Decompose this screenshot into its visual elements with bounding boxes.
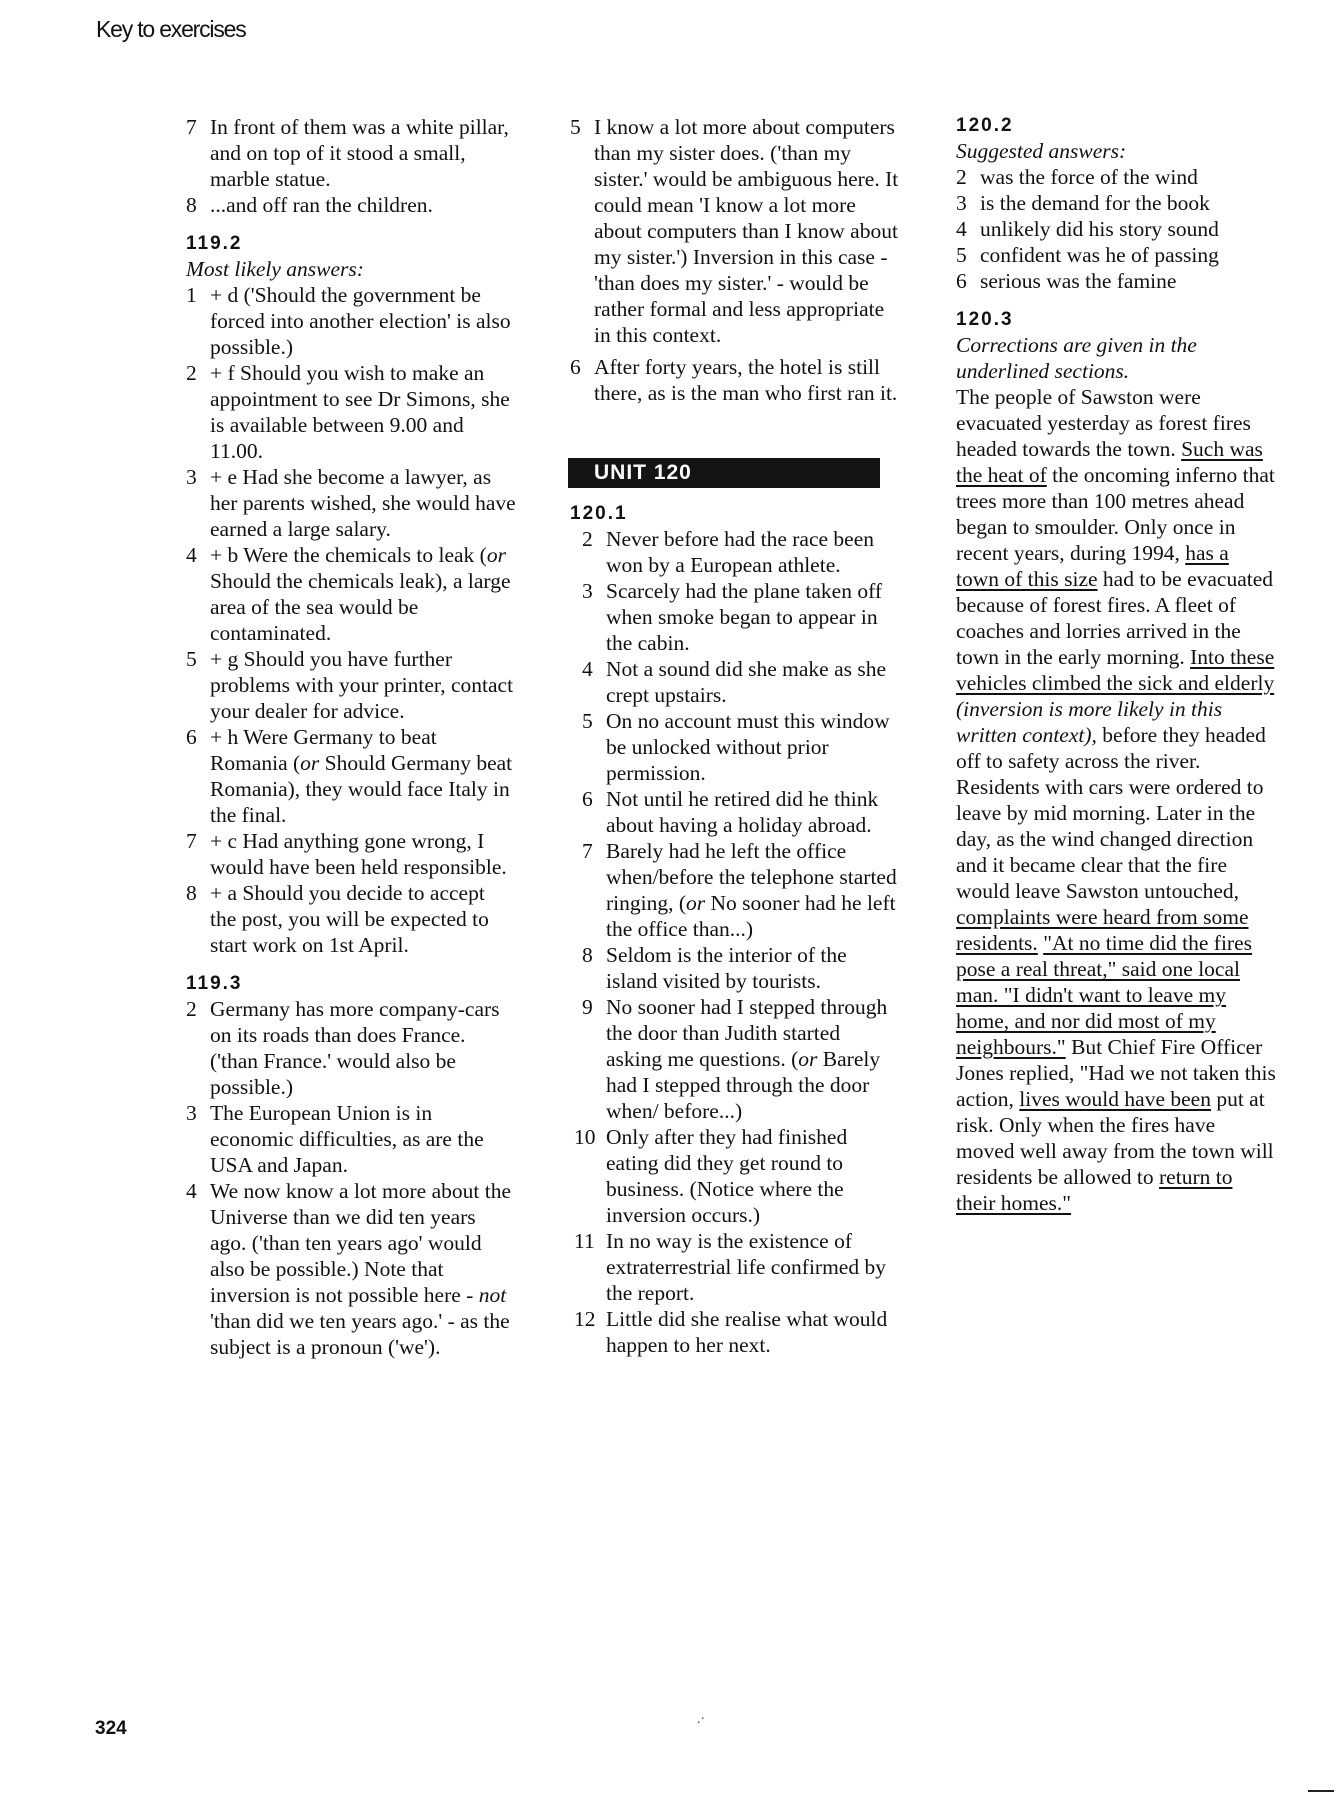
list-item: 2 Germany has more company-cars on its roads than does France. ('than France.' would also be possible.) xyxy=(186,997,500,1099)
page-number: 324 xyxy=(95,1718,127,1739)
list-item: 2 Never before had the race been won by a European athlete. xyxy=(582,527,874,577)
list-item: 2 + f Should you wish to make an appointment to see Dr Simons, she is available between 9.00 and 11.00. xyxy=(186,361,510,463)
list-119-2 xyxy=(186,282,516,958)
list-item: 8 ...and off ran the children. xyxy=(186,193,433,217)
list-item: 6 Not until he retired did he think about having a holiday abroad. xyxy=(582,787,879,837)
corrected-passage: The people of Sawston were evacuated yesterday as forest fires headed towards the town. Such was the heat of the oncoming inferno that trees more than 100 metres ahead began to smoulder. Only once in recent years, during 1994, has a town of this size had to be evacuated because of forest fires. A fleet of coaches and lorries arrived in the town in the early morning. Into these vehicles climbed the sick and elderly (inversion is more likely in this written context), before they headed off to safety across the river. Residents with cars were ordered to leave by mid morning. Later in the day, as the wind changed direction and it became clear that the fire would leave Sawston untouched, complaints were heard from some residents. "At no time did the fires pose a real threat," said one local man. "I didn't want to leave my home, and nor did most of my neighbours." But Chief Fire Officer Jones replied, "Had we not taken this action, lives would have been put at risk. Only when the fires have moved well away from the town will residents be allowed to return to their homes." xyxy=(956,385,1276,1215)
unit-banner: UNIT 120 xyxy=(568,458,880,488)
list-item: 6 serious was the famine xyxy=(956,269,1177,293)
list-item: 8 Seldom is the interior of the island visited by tourists. xyxy=(582,943,847,993)
list-item: 5 I know a lot more about computers than my sister does. ('than my sister.' would be ambiguous here. It could mean 'I know a lot more about computers than I know about my sister.') Inversion in this case - 'than does my sister.' - would be rather formal and less appropriate in this context. xyxy=(570,115,899,347)
section-instruction: Suggested answers: xyxy=(956,139,1127,163)
list-119-3-continued xyxy=(570,114,900,406)
list-item: 4 unlikely did his story sound xyxy=(956,217,1219,241)
list-item: 11 In no way is the existence of extraterrestrial life confirmed by the report. xyxy=(574,1229,886,1305)
list-item: 7 Barely had he left the office when/before the telephone started ringing, (or No sooner had he left the office than...) xyxy=(582,839,897,941)
list-item: 2 was the force of the wind xyxy=(956,165,1198,189)
stray-mark: .· xyxy=(697,1712,706,1727)
section-heading-120-2: 120.2 xyxy=(956,115,1014,136)
list-item: 5 + g Should you have further problems with your printer, contact your dealer for advice. xyxy=(186,647,514,723)
list-item: 7 In front of them was a white pillar, and on top of it stood a small, marble statue. xyxy=(186,115,509,191)
list-item: 1 + d ('Should the government be forced into another election' is also possible.) xyxy=(186,283,511,359)
column-3 xyxy=(956,114,1276,1216)
list-item: 4 + b Were the chemicals to leak (or Should the chemicals leak), a large area of the sea would be contaminated. xyxy=(186,543,511,645)
list-item: 8 + a Should you decide to accept the post, you will be expected to start work on 1st April. xyxy=(186,881,489,957)
running-head: Key to exercises xyxy=(96,16,246,42)
list-item: 10 Only after they had finished eating did they get round to business. (Notice where the inversion occurs.) xyxy=(574,1125,848,1227)
list-item: 7 + c Had anything gone wrong, I would have been held responsible. xyxy=(186,829,507,879)
section-heading-119-2: 119.2 xyxy=(186,233,243,254)
column-2 xyxy=(570,114,900,1358)
list-item: 3 The European Union is in economic difficulties, as are the USA and Japan. xyxy=(186,1101,484,1177)
list-120-1 xyxy=(570,526,900,1358)
section-heading-120-1: 120.1 xyxy=(570,503,628,524)
section-heading-119-3: 119.3 xyxy=(186,973,243,994)
list-item: 9 No sooner had I stepped through the door than Judith started asking me questions. (or Barely had I stepped through the door when/ before...) xyxy=(582,995,888,1123)
section-instruction: Corrections are given in the underlined sections. xyxy=(956,333,1197,383)
column-1 xyxy=(186,114,516,1360)
list-119-3 xyxy=(186,996,516,1360)
list-item: 5 confident was he of passing xyxy=(956,243,1219,267)
list-120-2 xyxy=(956,164,1276,294)
corner-mark xyxy=(1308,1790,1334,1792)
list-item: 4 We now know a lot more about the Universe than we did ten years ago. ('than ten years ago' would also be possible.) Note that inversion is not possible here - not 'than did we ten years ago.' - as the subject is a pronoun ('we'). xyxy=(186,1179,511,1359)
section-heading-120-3: 120.3 xyxy=(956,309,1014,330)
list-item: 5 On no account must this window be unlocked without prior permission. xyxy=(582,709,890,785)
list-item: 3 is the demand for the book xyxy=(956,191,1210,215)
list-119-1-continued xyxy=(186,114,516,218)
list-item: 3 Scarcely had the plane taken off when smoke began to appear in the cabin. xyxy=(582,579,882,655)
list-item: 4 Not a sound did she make as she crept upstairs. xyxy=(582,657,887,707)
list-item: 6 + h Were Germany to beat Romania (or Should Germany beat Romania), they would face Italy in the final. xyxy=(186,725,513,827)
list-item: 6 After forty years, the hotel is still there, as is the man who first ran it. xyxy=(570,355,898,405)
list-item: 3 + e Had she become a lawyer, as her parents wished, she would have earned a large salary. xyxy=(186,465,516,541)
section-instruction: Most likely answers: xyxy=(186,257,364,281)
list-item: 12 Little did she realise what would happen to her next. xyxy=(574,1307,888,1357)
